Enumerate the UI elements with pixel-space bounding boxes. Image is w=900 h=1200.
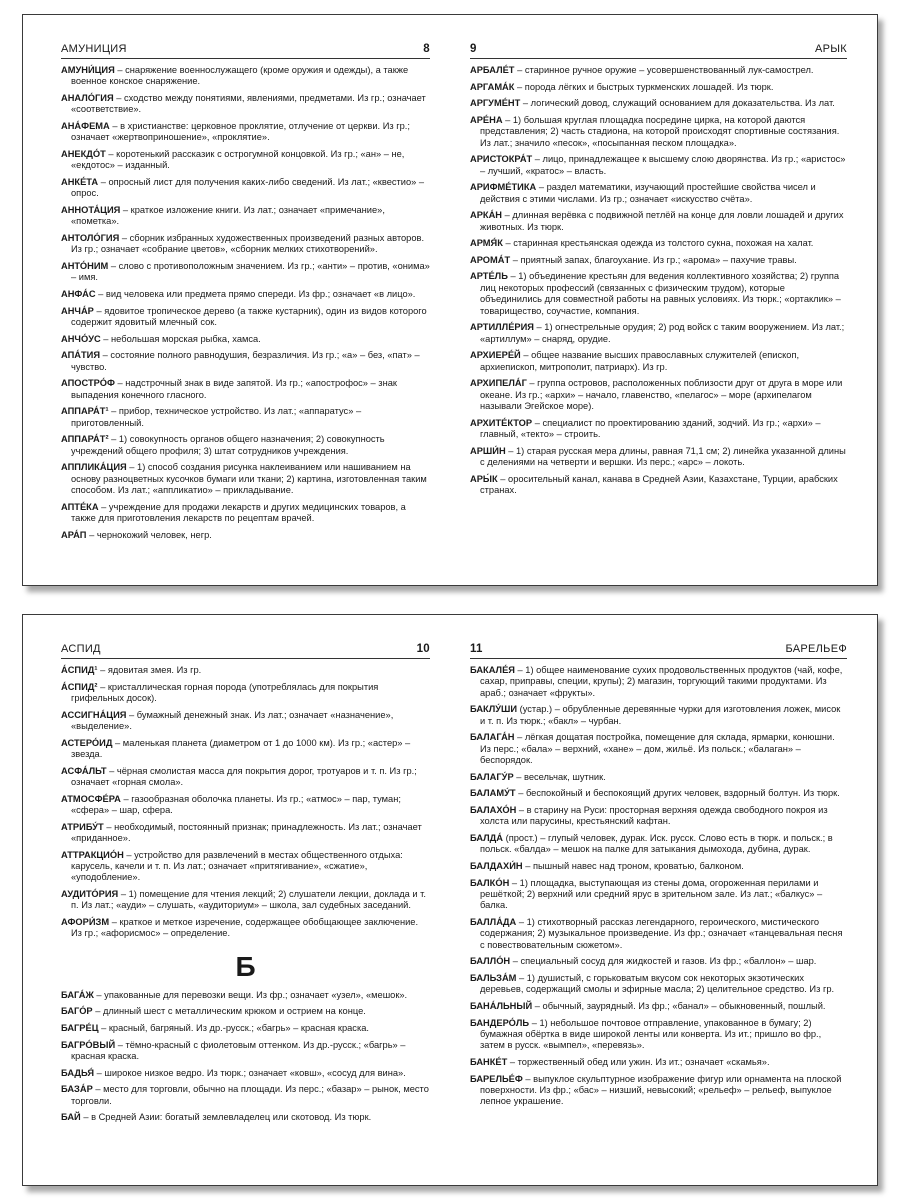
headword: БАЗА́Р — [61, 1084, 93, 1095]
dictionary-entry — [470, 917, 847, 951]
dictionary-entry — [61, 850, 430, 884]
headword: АРЫ́К — [470, 473, 498, 484]
page-8 — [23, 15, 450, 585]
definition: – весельчак, шутник. — [513, 771, 606, 782]
headword: АФОРИ́ЗМ — [61, 917, 110, 927]
definition: – краткое и меткое изречение, содержащее обобщающее заключение. Из гр.; «афорисмос» – определение. — [71, 917, 419, 939]
definition: – 1) помещение для чтения лекций; 2) слушатели лекции, доклада и т. п. Из лат.; «ауди» – слушать, «аудиториум» – школа, зал судебных заседаний. — [71, 889, 426, 911]
dictionary-entry — [61, 794, 430, 817]
headword: АТРИБУ́Т — [61, 821, 104, 832]
spread-pages-8-9 — [22, 14, 878, 586]
headword: АНТО́НИМ — [61, 261, 109, 271]
page-number: 11 — [470, 643, 483, 655]
definition: – в христианстве: церковное проклятие, отлучение от церкви. Из гр.; означает «жертвоприношение», «проклятие». — [71, 121, 410, 143]
dictionary-entry — [470, 98, 847, 109]
definition: – в Средней Азии: богатый землевладелец или скотовод. Из тюрк. — [80, 1112, 372, 1123]
definition: – старинное ручное оружие – усовершенствованный лук-самострел. — [514, 65, 814, 75]
headword: АРТЕ́ЛЬ — [470, 271, 508, 282]
section-letter: Б — [235, 950, 256, 982]
dictionary-entry — [61, 1006, 430, 1017]
definition: – длинная верёвка с подвижной петлёй на конце для ловли лошадей и других животных. Из тюрк. — [480, 210, 844, 232]
dictionary-entry — [61, 822, 430, 845]
definition: – коротенький рассказик с острогумной концовкой. Из гр.; «ан» – не, «екдотос» – изданный. — [71, 149, 405, 171]
definition: – прибор, техническое устройство. Из лат.; «аппаратус» – приготовленный. — [71, 406, 362, 428]
entry-list — [61, 65, 430, 541]
definition: – состояние полного равнодушия, безразличия. Из гр.; «а» – без, «пат» – чувство. — [71, 350, 420, 372]
entry-list — [61, 990, 430, 1124]
headword: АРГАМА́К — [470, 81, 515, 92]
headword: АРБАЛЕ́Т — [470, 65, 515, 75]
dictionary-entry — [61, 334, 430, 345]
definition: – приятный запах, благоухание. Из гр.; «арома» – пахучие травы. — [510, 254, 797, 265]
definition: – сборник избранных художественных произведений разных авторов. Из гр.; означает «собрание цветов», «сборник мелких стихотворений». — [71, 233, 425, 255]
headword: БАКЛУ́ШИ — [470, 704, 518, 715]
definition: – 1) совокупность органов общего назначения; 2) совокупность учреждений общего профиля; 3) штат сотрудников учреждения. — [71, 434, 385, 456]
definition: – 1) душистый, с горьковатым вкусом сок некоторых экзотических деревьев, содержащий смолы и эфирные масла; 2) целительное средство. Из гр. — [480, 973, 835, 995]
definition: – общее название высших православных служителей (епископ, архиепископ, митрополит, патриарх). Из гр. — [480, 350, 800, 372]
headword: БАГРЕ́Ц — [61, 1023, 99, 1033]
dictionary-entry — [470, 704, 847, 727]
headword: АРИСТОКРА́Т — [470, 154, 533, 165]
page-header — [470, 643, 847, 659]
definition: – 1) старая русская мера длины, равная 71,1 см; 2) линейка указанной длины с делениями на четверти и вершки. Из перс.; «арс» – локоть. — [480, 445, 846, 467]
definition: – широкое низкое ведро. Из тюрк.; означает «ковш», «сосуд для вина». — [94, 1067, 406, 1078]
headword: АСТЕРО́ИД — [61, 737, 113, 748]
definition: – 1) стихотворный рассказ легендарного, героического, мистического содержания; 2) музыкальное произведение. Из фр.; означает «танцевальная песня с повествовательным сюжетом». — [480, 917, 843, 950]
definition: – необходимый, постоянный признак; принадлежность. Из лат.; означает «приданное». — [71, 821, 422, 843]
dictionary-entry — [470, 82, 847, 93]
running-head: БАРЕЛЬЕФ — [785, 643, 847, 655]
page-9 — [450, 15, 877, 585]
headword: АРХИТЕ́КТОР — [470, 417, 533, 428]
headword: БАЛДА́ — [470, 833, 504, 843]
headword: АПА́ТИЯ — [61, 350, 101, 361]
dictionary-entry — [61, 406, 430, 429]
dictionary-entry — [470, 65, 847, 76]
headword: АТМОСФЕ́РА — [61, 793, 121, 804]
headword: АРМЯ́К — [470, 238, 503, 249]
dictionary-entry — [470, 973, 847, 996]
dictionary-entry — [61, 502, 430, 525]
definition: – длинный шест с металлическим крюком и острием на конце. — [92, 1006, 366, 1017]
definition: – специалист по проектированию зданий, зодчий. Из гр.; «архи» – главный, «текто» – строить. — [480, 417, 821, 439]
page-10 — [23, 615, 450, 1185]
entry-list — [470, 65, 847, 496]
definition: – в старину на Руси: просторная верхняя одежда свободного покроя из холста или парусины, крестьянский кафтан. — [480, 805, 828, 827]
dictionary-entry — [61, 177, 430, 200]
definition: – торжественный обед или ужин. Из ит.; означает «скамья». — [507, 1057, 770, 1067]
definition: – небольшая морская рыбка, хамса. — [100, 333, 261, 344]
definition: – оросительный канал, канава в Средней Азии, Казахстане, Турции, арабских странах. — [480, 473, 838, 495]
headword: АНТОЛО́ГИЯ — [61, 233, 120, 243]
headword: БАКАЛЕ́Я — [470, 665, 515, 675]
headword: БАЛАМУ́Т — [470, 788, 516, 799]
definition: – кристаллическая горная порода (употреблялась для покрытия грифельных досок). — [71, 681, 379, 703]
definition: – бумажный денежный знак. Из лат.; означает «назначение», «выделение». — [71, 709, 394, 731]
definition: – пышный навес над троном, кроватью, балконом. — [522, 861, 744, 871]
headword: АРИФМЕ́ТИКА — [470, 182, 537, 193]
dictionary-entry — [470, 115, 847, 149]
definition: – место для торговли, обычно на площади. Из перс.; «базар» – рынок, место торговли. — [71, 1084, 429, 1106]
headword: АППАРА́Т² — [61, 434, 109, 445]
dictionary-entry — [61, 738, 430, 761]
dictionary-entry — [61, 434, 430, 457]
headword: БАГА́Ж — [61, 989, 94, 1000]
headword: БАРЕЛЬЕ́Ф — [470, 1073, 523, 1084]
headword: АНА́ФЕМА — [61, 121, 110, 131]
dictionary-entry — [470, 255, 847, 266]
definition: – чернокожий человек, негр. — [86, 529, 212, 540]
definition: – порода лёгких и быстрых туркменских лошадей. Из тюрк. — [514, 81, 774, 92]
definition: – снаряжение военнослужащего (кроме оружия и одежды), а также военное конское снаряжение. — [71, 65, 409, 87]
definition: – беспокойный и беспокоящий других человек, вздорный болтун. Из тюрк. — [515, 788, 840, 799]
definition: – старинная крестьянская одежда из толстого сукна, похожая на халат. — [502, 238, 814, 249]
dictionary-entry — [470, 210, 847, 233]
dictionary-entry — [470, 861, 847, 872]
headword: АМУНИ́ЦИЯ — [61, 65, 115, 75]
headword: БАЛЬЗА́М — [470, 973, 517, 983]
headword: АСФА́ЛЬТ — [61, 765, 107, 776]
dictionary-entry — [61, 530, 430, 541]
definition: – маленькая планета (диаметром от 1 до 1000 км). Из гр.; «астер» – звезда. — [71, 737, 411, 759]
headword: БАЙ — [61, 1112, 81, 1123]
headword: АРА́П — [61, 529, 87, 540]
headword: БАЛЛА́ДА — [470, 917, 517, 927]
headword: БАГО́Р — [61, 1006, 93, 1017]
definition: – учреждение для продажи лекарств и других медицинских товаров, а также для приготовления лекарств по рецептам врачей. — [71, 501, 406, 523]
headword: АРШИ́Н — [470, 445, 506, 456]
headword: АПТЕ́КА — [61, 501, 99, 512]
dictionary-entry — [470, 238, 847, 249]
dictionary-entry — [61, 306, 430, 329]
headword: А́СПИД¹ — [61, 665, 98, 675]
dictionary-entry — [470, 378, 847, 412]
entry-list — [61, 665, 430, 940]
definition: – 1) способ создания рисунка наклеиванием или нашиванием на основу разноцветных кусочков бумаги или ткани; 2) картина, изготовленная таким способом. Из лат.; «аппликатио» – прикладывание. — [71, 462, 427, 495]
definition: (устар.) – обрубленные деревянные чурки для изготовления ложек, мисок и т. п. Из тюрк.; «бакл» – чурбан. — [480, 704, 841, 726]
headword: БАГРО́ВЫЙ — [61, 1039, 116, 1050]
dictionary-entry — [61, 233, 430, 256]
definition: – 1) площадка, выступающая из стены дома, огороженная перилами и решёткой; 2) верхний или средний ярус в зрительном зале. Из лат.; «балкус» – балка. — [480, 877, 823, 911]
definition: – устройство для развлечений в местах общественного отдыха: карусель, качели и т. п. Из лат.; означает «притягивание», «сжатие», «уподобление». — [71, 849, 403, 883]
definition: – раздел математики, изучающий простейшие свойства чисел и действия с этими числами. Из гр.; означает «искусство счёта». — [480, 182, 816, 204]
headword: АНЧО́УС — [61, 333, 101, 344]
definition: – упакованные для перевозки вещи. Из фр.; означает «узел», «мешок». — [93, 989, 408, 1000]
headword: БАЛАГА́Н — [470, 732, 515, 743]
dictionary-entry — [61, 766, 430, 789]
page-number: 9 — [470, 43, 477, 55]
headword: БАЛКО́Н — [470, 877, 510, 888]
definition: – сходство между понятиями, явлениями, предметами. Из гр.; означает «соответствие». — [71, 93, 426, 115]
dictionary-entry — [470, 446, 847, 469]
dictionary-entry — [470, 665, 847, 699]
headword: АНКЕ́ТА — [61, 177, 99, 187]
dictionary-entry — [470, 1057, 847, 1068]
dictionary-entry — [61, 1084, 430, 1107]
dictionary-entry — [61, 1068, 430, 1079]
headword: АНФА́С — [61, 289, 96, 299]
dictionary-entry — [61, 205, 430, 228]
headword: БАНКЕ́Т — [470, 1057, 508, 1067]
dictionary-entry — [61, 1112, 430, 1123]
dictionary-entry — [61, 350, 430, 373]
definition: – ядовитая змея. Из гр. — [97, 665, 202, 675]
dictionary-entry — [61, 121, 430, 144]
definition: – слово с противоположным значением. Из гр.; «анти» – против, «онима» – имя. — [71, 261, 430, 283]
dictionary-entry — [470, 418, 847, 441]
headword: АННОТА́ЦИЯ — [61, 205, 121, 215]
definition: – 1) общее наименование сухих продовольственных продуктов (чай, кофе, сахар, приправы, специи, крупы); 2) магазин, торгующий такими продуктами. Из араб.; означает «фрукты». — [480, 665, 843, 698]
headword: АССИГНА́ЦИЯ — [61, 709, 127, 720]
headword: А́СПИД² — [61, 681, 98, 692]
definition: – вид человека или предмета прямо спереди. Из фр.; означает «в лицо». — [95, 289, 416, 299]
running-head: АРЫК — [814, 43, 847, 55]
definition: – обычный, заурядный. Из фр.; «банал» – обыкновенный, пошлый. — [532, 1001, 826, 1011]
page-header — [61, 43, 430, 59]
headword: БАЛАГУ́Р — [470, 771, 514, 782]
definition: – 1) большая круглая площадка посредине цирка, на которой даются представления; 2) часть стадиона, на которой происходят спортивные состязания. Из лат.; значило «песок», «посыпанная песком площадка». — [480, 114, 840, 148]
headword: АРГУМЕ́НТ — [470, 98, 521, 109]
dictionary-entry — [61, 1023, 430, 1034]
headword: АПОСТРО́Ф — [61, 378, 115, 389]
headword: АНЧА́Р — [61, 305, 94, 316]
definition: – специальный сосуд для жидкостей и газов. Из фр.; «баллон» – шар. — [510, 956, 817, 967]
headword: АРЕ́НА — [470, 114, 503, 125]
dictionary-entry — [61, 149, 430, 172]
dictionary-entry — [470, 732, 847, 766]
dictionary-entry — [61, 990, 430, 1001]
dictionary-entry — [470, 182, 847, 205]
dictionary-entry — [470, 154, 847, 177]
page-number: 10 — [416, 643, 430, 655]
dictionary-entry — [61, 261, 430, 284]
definition: – надстрочный знак в виде запятой. Из гр.; «апострофос» – знак выпадения конечного гласного. — [71, 378, 397, 400]
page-11 — [450, 615, 877, 1185]
dictionary-entry — [61, 710, 430, 733]
page-number: 8 — [423, 43, 430, 55]
definition: – тёмно-красный с фиолетовым оттенком. Из др.-русск.; «багрь» – красная краска. — [71, 1039, 406, 1061]
spread-pages-10-11 — [22, 614, 878, 1186]
headword: АРКА́Н — [470, 210, 503, 221]
definition: – газообразная оболочка планеты. Из гр.; «атмос» – пар, туман; «сфера» – шар, сфера. — [71, 793, 401, 815]
dictionary-entry — [470, 772, 847, 783]
dictionary-entry — [470, 1001, 847, 1012]
definition: – чёрная смолистая масса для покрытия дорог, тротуаров и т. п. Из гр.; означает «горная смола». — [71, 765, 417, 787]
headword: БАЛДАХИ́Н — [470, 861, 523, 871]
dictionary-entry — [470, 878, 847, 912]
dictionary-entry — [61, 93, 430, 116]
headword: АППАРА́Т¹ — [61, 406, 109, 417]
dictionary-entry — [61, 889, 430, 912]
dictionary-entry — [61, 65, 430, 88]
running-head: АМУНИЦИЯ — [61, 43, 127, 55]
dictionary-entry — [470, 805, 847, 828]
definition: – краткое изложение книги. Из лат.; означает «примечание», «пометка». — [71, 205, 385, 227]
definition: – лёгкая дощатая постройка, помещение для склада, ярмарки, конюшни. Из перс.; «бала» – верхний, «хане» – дом, жильё. Из польск.; «балаган» – беспорядок. — [480, 732, 835, 766]
headword: БАЛЛО́Н — [470, 956, 511, 967]
definition: (прост.) – глупый человек, дурак. Иск. русск. Слово есть в тюрк. и польск.; в польск. «балда» – мешок на палке для затыкания дымохода, дубина, дурак. — [480, 833, 833, 855]
headword: БАЛАХО́Н — [470, 805, 517, 815]
dictionary-entry — [470, 1074, 847, 1108]
headword: БАДЬЯ́ — [61, 1067, 95, 1078]
dictionary-entry — [61, 378, 430, 401]
page-header — [61, 643, 430, 659]
dictionary-entry — [470, 474, 847, 497]
dictionary-entry — [61, 665, 430, 676]
dictionary-entry — [470, 1018, 847, 1052]
definition: – лицо, принадлежащее к высшему слою дворянства. Из гр.; «аристос» – лучший, «кратос» – власть. — [480, 154, 846, 176]
headword: АРХИПЕЛА́Г — [470, 378, 527, 389]
dictionary-entry — [470, 788, 847, 799]
entry-list — [470, 665, 847, 1108]
definition: – 1) огнестрельные орудия; 2) род войск с таким вооружением. Из лат.; «артиллум» – снаряд, орудие. — [480, 322, 845, 344]
definition: – ядовитое тропическое дерево (а также кустарник), один из видов которого содержит ядовитый млечный сок. — [71, 305, 427, 327]
definition: – группа островов, расположенных поблизости друг от друга в море или океане. Из гр.; «архи» – начало, главенство, «пелагос» – море (архипелагом называли Эгейское море). — [480, 378, 843, 411]
headword: АРОМА́Т — [470, 254, 511, 265]
dictionary-entry — [470, 322, 847, 345]
dictionary-entry — [470, 956, 847, 967]
dictionary-entry — [470, 350, 847, 373]
headword: АППЛИКА́ЦИЯ — [61, 462, 127, 473]
page-header — [470, 43, 847, 59]
running-head: АСПИД — [61, 643, 101, 655]
headword: АУДИТО́РИЯ — [61, 889, 119, 899]
dictionary-entry — [61, 289, 430, 300]
dictionary-entry — [61, 1040, 430, 1063]
headword: АРХИЕРЕ́Й — [470, 350, 521, 361]
definition: – опросный лист для получения каких-либо сведений. Из лат.; «квестио» – опрос. — [71, 177, 425, 199]
definition: – выпуклое скульптурное изображение фигур или орнамента на плоской поверхности. Из фр.; «бас» – низший, невысокий; «рельеф» – рельеф, выпуклое лепное украшение. — [480, 1073, 842, 1107]
dictionary-entry — [61, 462, 430, 496]
dictionary-entry — [61, 682, 430, 705]
definition: – 1) объединение крестьян для ведения коллективного хозяйства; 2) группа лиц некоторых профессий (связанных с физическим трудом), которые объединились для совместной работы на равных условиях. Из тюрк.; «ортаклик» – товарищество, соучастие, компания. — [480, 271, 841, 316]
dictionary-entry — [470, 271, 847, 317]
dictionary-entry — [61, 917, 430, 940]
headword: АТТРАКЦИО́Н — [61, 849, 124, 860]
headword: БАНДЕРО́ЛЬ — [470, 1017, 530, 1028]
definition: – логический довод, служащий основанием для доказательства. Из лат. — [520, 98, 835, 109]
definition: – 1) небольшое почтовое отправление, упакованное в бумагу; 2) бумажная обёртка в виде широкой ленты или конверта. Из ит.; пришло во фр., затем в русск. «вымпел», «перевязь». — [480, 1017, 822, 1051]
dictionary-entry — [470, 833, 847, 856]
definition: – красный, багряный. Из др.-русск.; «багрь» – красная краска. — [98, 1023, 369, 1033]
headword: АРТИЛЛЕ́РИЯ — [470, 322, 534, 333]
headword: БАНА́ЛЬНЫЙ — [470, 1001, 533, 1011]
headword: АНАЛО́ГИЯ — [61, 93, 114, 103]
headword: АНЕКДО́Т — [61, 149, 106, 159]
